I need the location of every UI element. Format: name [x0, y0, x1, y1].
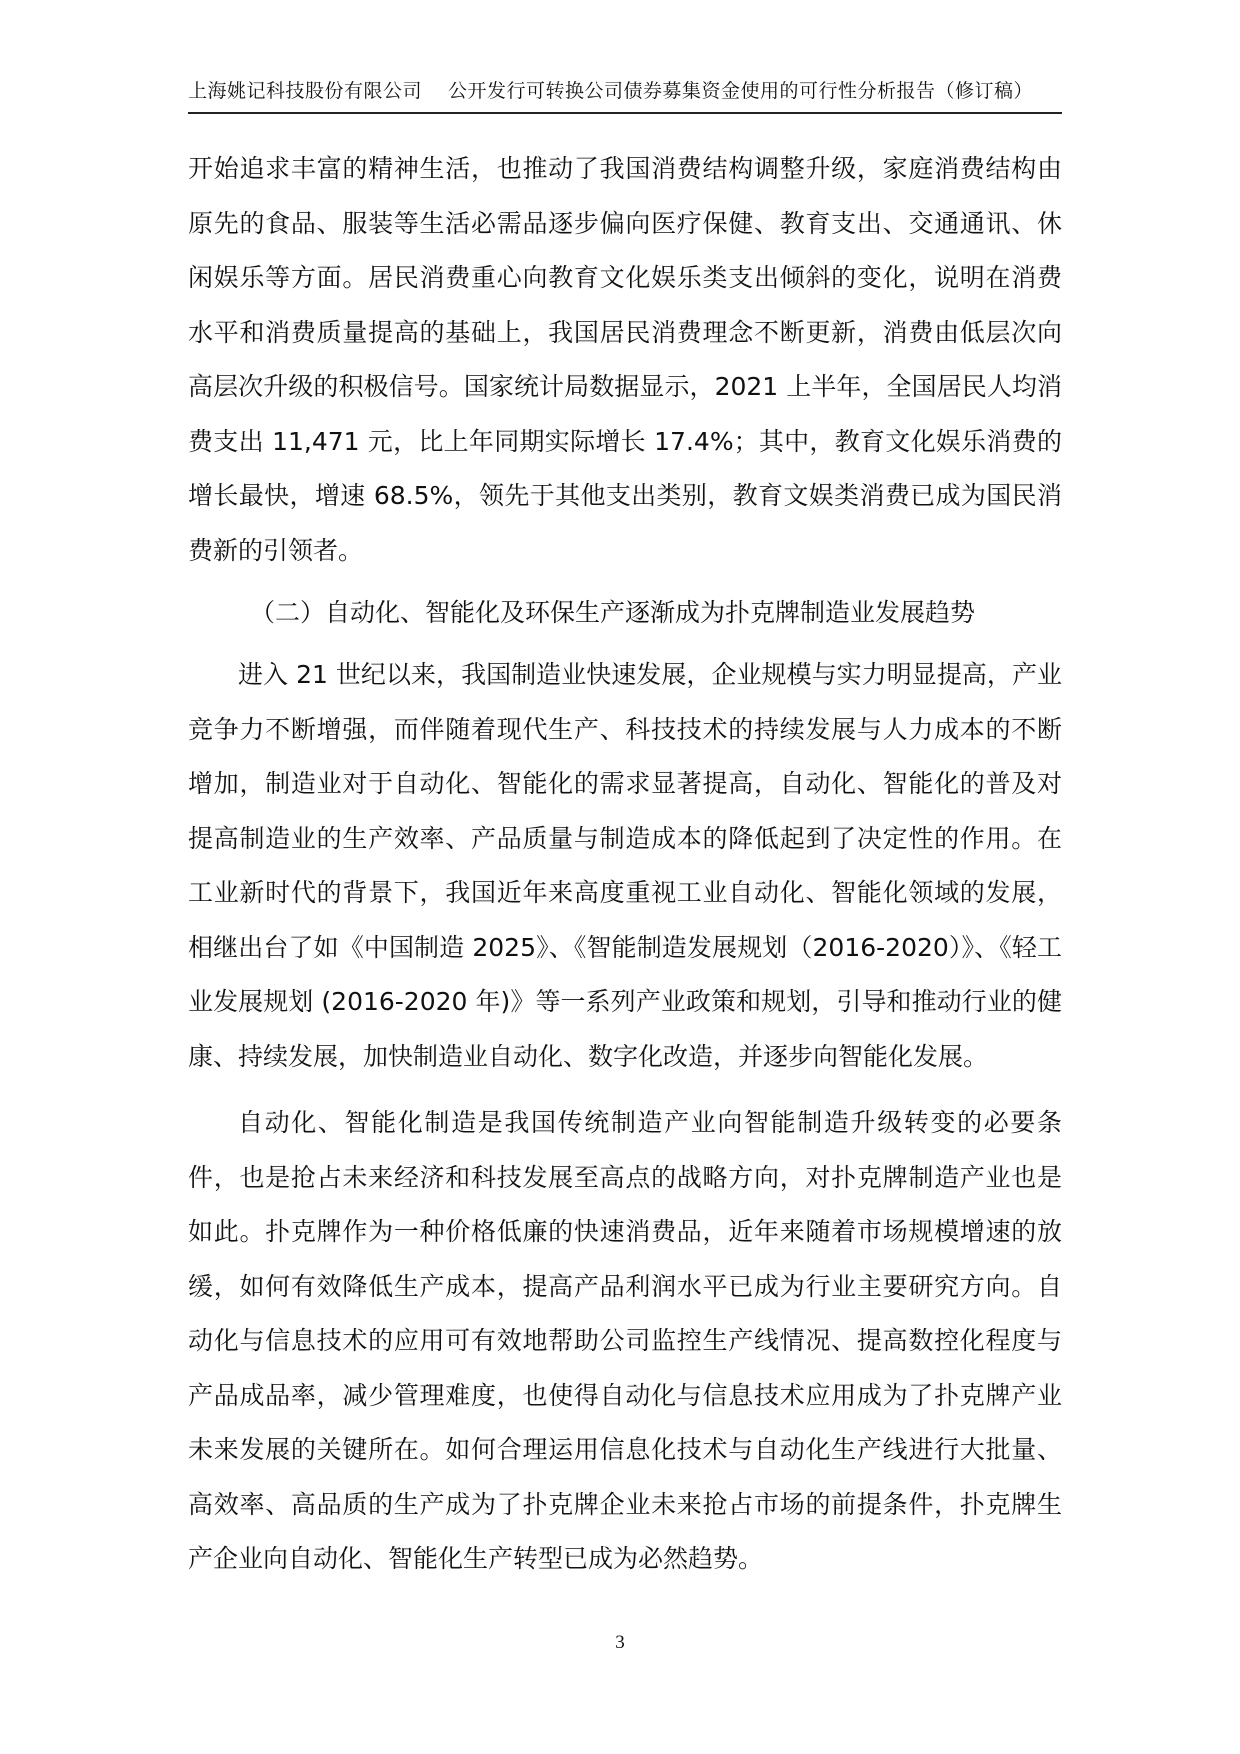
document-body	[188, 142, 1062, 1587]
page-header	[188, 72, 1062, 114]
paragraph-consumption-upgrade: 开始追求丰富的精神生活，也推动了我国消费结构调整升级，家庭消费结构由原先的食品、服装等生活必需品逐步偏向医疗保健、教育支出、交通通讯、休闲娱乐等方面。居民消费重心向教育文化娱乐类支出倾斜的变化，说明在消费水平和消费质量提高的基础上，我国居民消费理念不断更新，消费由低层次向高层次升级的积极信号。国家统计局数据显示，2021 上半年，全国居民人均消费支出 11,471 元，比上年同期实际增长 17.4%；其中，教育文化娱乐消费的增长最快，增速 68.5%，领先于其他支出类别，教育文娱类消费已成为国民消费新的引领者。	[188, 154, 1062, 565]
paragraph-playing-card-automation: 自动化、智能化制造是我国传统制造产业向智能制造升级转变的必要条件，也是抢占未来经济和科技发展至高点的战略方向，对扑克牌制造产业也是如此。扑克牌作为一种价格低廉的快速消费品，近年来随着市场规模增速的放缓，如何有效降低生产成本，提高产品利润水平已成为行业主要研究方向。自动化与信息技术的应用可有效地帮助公司监控生产线情况、提高数控化程度与产品成品率，减少管理难度，也使得自动化与信息技术应用成为了扑克牌产业未来发展的关键所在。如何合理运用信息化技术与自动化生产线进行大批量、高效率、高品质的生产成为了扑克牌企业未来抢占市场的前提条件，扑克牌生产企业向自动化、智能化生产转型已成为必然趋势。	[188, 1108, 1062, 1573]
paragraph-manufacturing-development: 进入 21 世纪以来，我国制造业快速发展，企业规模与实力明显提高，产业竞争力不断增强，而伴随着现代生产、科技技术的持续发展与人力成本的不断增加，制造业对于自动化、智能化的需求显著提高，自动化、智能化的普及对提高制造业的生产效率、产品质量与制造成本的降低起到了决定性的作用。在工业新时代的背景下，我国近年来高度重视工业自动化、智能化领域的发展，相继出台了如《中国制造 2025》、《智能制造发展规划（2016-2020）》、《轻工业发展规划 (2016-2020 年)》等一系列产业政策和规划，引导和推动行业的健康、持续发展，加快制造业自动化、数字化改造，并逐步向智能化发展。	[188, 660, 1062, 1071]
paragraph-spacer	[188, 1084, 1062, 1096]
header-document-title: 公开发行可转换公司债券募集资金使用的可行性分析报告（修订稿）	[448, 80, 1034, 102]
page-number: 3	[615, 1632, 625, 1653]
header-company-name: 上海姚记科技股份有限公司	[188, 80, 423, 102]
section-heading-automation-trend: （二）自动化、智能化及环保生产逐渐成为扑克牌制造业发展趋势	[250, 598, 976, 627]
